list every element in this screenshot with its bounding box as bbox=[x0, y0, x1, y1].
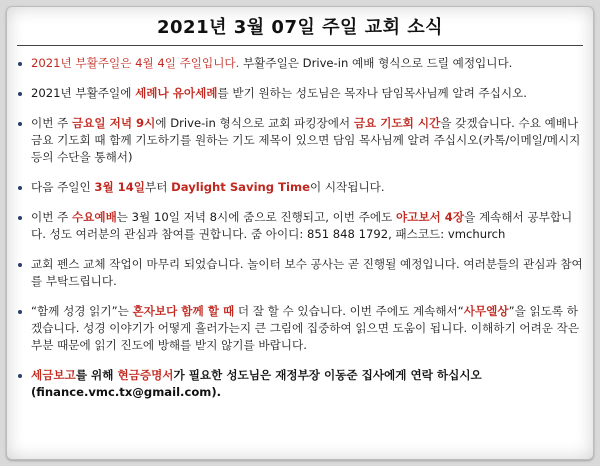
announcement-text: 교회 펜스 교체 작업이 마무리 되었습니다. 놀이터 보수 공사는 곧 진행될 예정입니다. 여러분들의 관심과 참여를 부탁드립니다. bbox=[31, 257, 583, 288]
announcement-card bbox=[6, 6, 594, 460]
announcement-item bbox=[31, 85, 585, 102]
announcement-list bbox=[7, 55, 593, 414]
announcement-text: 에 Drive-in 형식으로 교회 파킹장에서 bbox=[155, 116, 354, 130]
announcement-item bbox=[31, 55, 585, 72]
announcement-text: 를 받기 원하는 성도님은 목자나 담임목사님께 알려 주십시오. bbox=[217, 86, 527, 100]
announcement-text: 을 갖겠습니다. 수요 예배나 금요 기도회 때 함께 기도하기를 원하는 기도 제목이 있으면 담임 목사님께 알려 주십시오(카톡/이메일/메시지 등의 수단을 통해서) bbox=[31, 116, 581, 164]
announcement-text: 을 계속해서 공부합니다. 성도 여러분의 관심과 참여를 권합니다. 줌 아이디: 851 848 1792, 패스코드: vmchurch bbox=[31, 210, 573, 241]
announcement-text: 다음 주일인 bbox=[31, 180, 95, 194]
announcement-text: 야고보서 4장 bbox=[395, 210, 465, 224]
announcement-item bbox=[31, 115, 585, 166]
announcement-text: 3월 14일 bbox=[94, 180, 146, 194]
announcement-text: 금요일 저녁 9시 bbox=[71, 116, 156, 130]
announcement-item bbox=[31, 256, 585, 290]
announcement-text: 이 시작됩니다. bbox=[309, 180, 385, 194]
announcement-text: 부활주일은 Drive-in 예배 형식으로 드릴 예정입니다. bbox=[239, 56, 513, 70]
announcement-text: 더 잘 할 수 있습니다. 이번 주에도 계속해서“ bbox=[234, 304, 464, 318]
announcement-text: 세례나 유아세례 bbox=[135, 86, 218, 100]
announcement-text: 가 필요한 성도님은 재정부장 이동준 집사에게 연락 하십시오 (finance.vmc.tx@gmail.com). bbox=[31, 368, 482, 399]
announcement-item bbox=[31, 209, 585, 243]
announcement-text: 2021년 부활주일은 4월 4일 주일입니다. bbox=[31, 56, 240, 70]
announcement-text: 를 위해 bbox=[75, 368, 118, 382]
announcement-text: 이번 주 bbox=[31, 210, 72, 224]
announcement-item bbox=[31, 367, 585, 401]
announcement-text: 부터 bbox=[145, 180, 172, 194]
announcement-text: 혼자보다 함께 할 때 bbox=[132, 304, 235, 318]
announcement-text: “함께 성경 읽기”는 bbox=[31, 304, 133, 318]
announcement-item bbox=[31, 179, 585, 196]
announcement-text: 금요 기도회 시간 bbox=[353, 116, 441, 130]
announcement-text: 2021년 부활주일에 bbox=[31, 86, 136, 100]
announcement-item bbox=[31, 303, 585, 354]
announcement-text: 사무엘상 bbox=[463, 304, 509, 318]
page-title: 2021년 3월 07일 주일 교회 소식 bbox=[157, 17, 443, 38]
announcement-text: Daylight Saving Time bbox=[171, 180, 310, 194]
announcement-text: 이번 주 bbox=[31, 116, 72, 130]
announcement-text: 는 3월 10일 저녁 8시에 줌으로 진행되고, 이번 주에도 bbox=[116, 210, 396, 224]
announcement-text: ”을 읽도록 하겠습니다. 성경 이야기가 어떻게 흘러가는지 큰 그림에 집중하여 읽으면 도움이 됩니다. 이해하기 어려운 작은 부분 때문에 읽기 진도에 방해를 받지 않기를 바랍니다. bbox=[31, 304, 580, 352]
title-divider bbox=[17, 45, 583, 46]
announcement-text: 세금보고 bbox=[31, 368, 76, 382]
announcement-text: 현금증명서 bbox=[117, 368, 174, 382]
announcement-text: 수요예배 bbox=[71, 210, 117, 224]
